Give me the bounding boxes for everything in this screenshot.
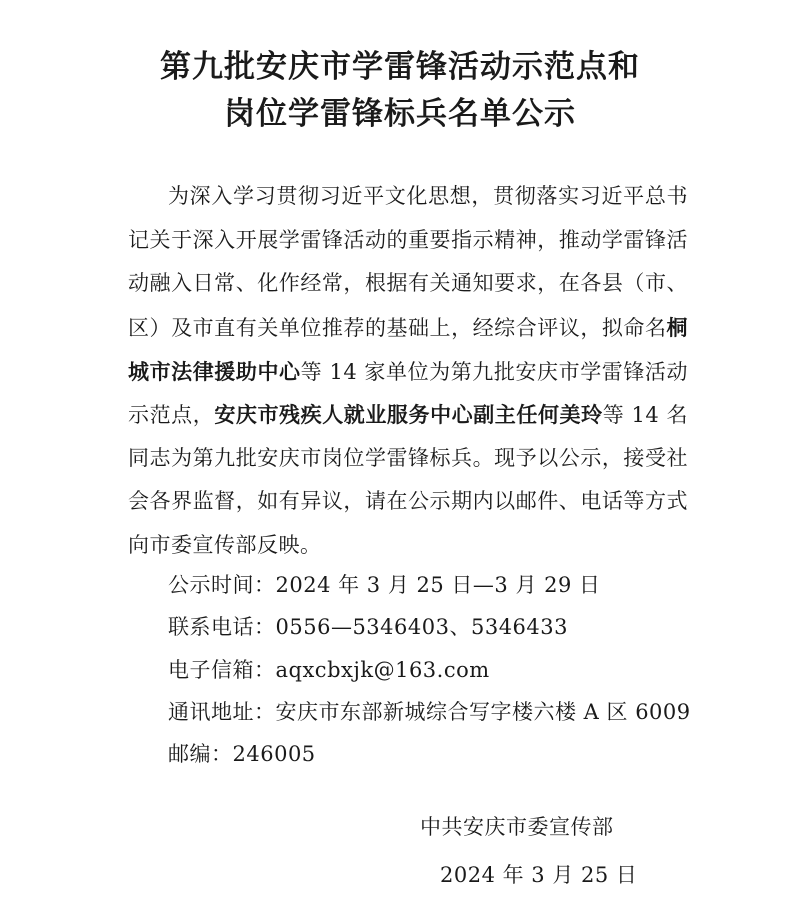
highlight-person-name: 安庆市残疾人就业服务中心副主任何美玲 bbox=[214, 402, 603, 427]
paragraph-line-1: 为深入学习贯彻习近平文化思想，贯彻落实习近平总书 bbox=[168, 184, 688, 208]
paragraph-line-4-text: 区）及市直有关单位推荐的基础上，经综合评议，拟命名 bbox=[128, 316, 667, 340]
issue-date: 2024 年 3 月 25 日 bbox=[440, 863, 638, 887]
paragraph-line-5-text: 等 14 家单位为第九批安庆市学雷锋活动 bbox=[300, 360, 689, 384]
document-title-line-2: 岗位学雷锋标兵名单公示 bbox=[224, 96, 576, 132]
highlight-unit-name: 城市法律援助中心 bbox=[128, 359, 301, 384]
contact-email: 电子信箱：aqxcbxjk@163.com bbox=[168, 658, 490, 682]
paragraph-line-5 bbox=[128, 361, 688, 383]
paragraph-line-4 bbox=[128, 317, 688, 339]
paragraph-line-3: 动融入日常、化作经常，根据有关通知要求，在各县（市、 bbox=[128, 271, 688, 295]
paragraph-line-2: 记关于深入开展学雷锋活动的重要指示精神，推动学雷锋活 bbox=[128, 228, 688, 252]
paragraph-line-6 bbox=[128, 404, 688, 426]
paragraph-line-6-text-b: 等 14 名 bbox=[602, 403, 689, 427]
highlight-unit-name-start: 桐 bbox=[666, 315, 688, 340]
postal-code: 邮编：246005 bbox=[168, 742, 316, 766]
publicity-period: 公示时间：2024 年 3 月 25 日—3 月 29 日 bbox=[168, 573, 601, 597]
paragraph-line-7: 同志为第九批安庆市岗位学雷锋标兵。现予以公示，接受社 bbox=[128, 446, 688, 470]
paragraph-line-8: 会各界监督，如有异议，请在公示期内以邮件、电话等方式 bbox=[128, 489, 688, 513]
contact-phone: 联系电话：0556—5346403、5346433 bbox=[168, 615, 568, 639]
document-title-line-1: 第九批安庆市学雷锋活动示范点和 bbox=[160, 49, 640, 85]
mailing-address: 通讯地址：安庆市东部新城综合写字楼六楼 A 区 6009 bbox=[168, 700, 691, 724]
paragraph-line-6-text-a: 示范点， bbox=[128, 403, 215, 427]
paragraph-line-9: 向市委宣传部反映。 bbox=[128, 533, 322, 557]
issuing-organization: 中共安庆市委宣传部 bbox=[420, 815, 614, 839]
